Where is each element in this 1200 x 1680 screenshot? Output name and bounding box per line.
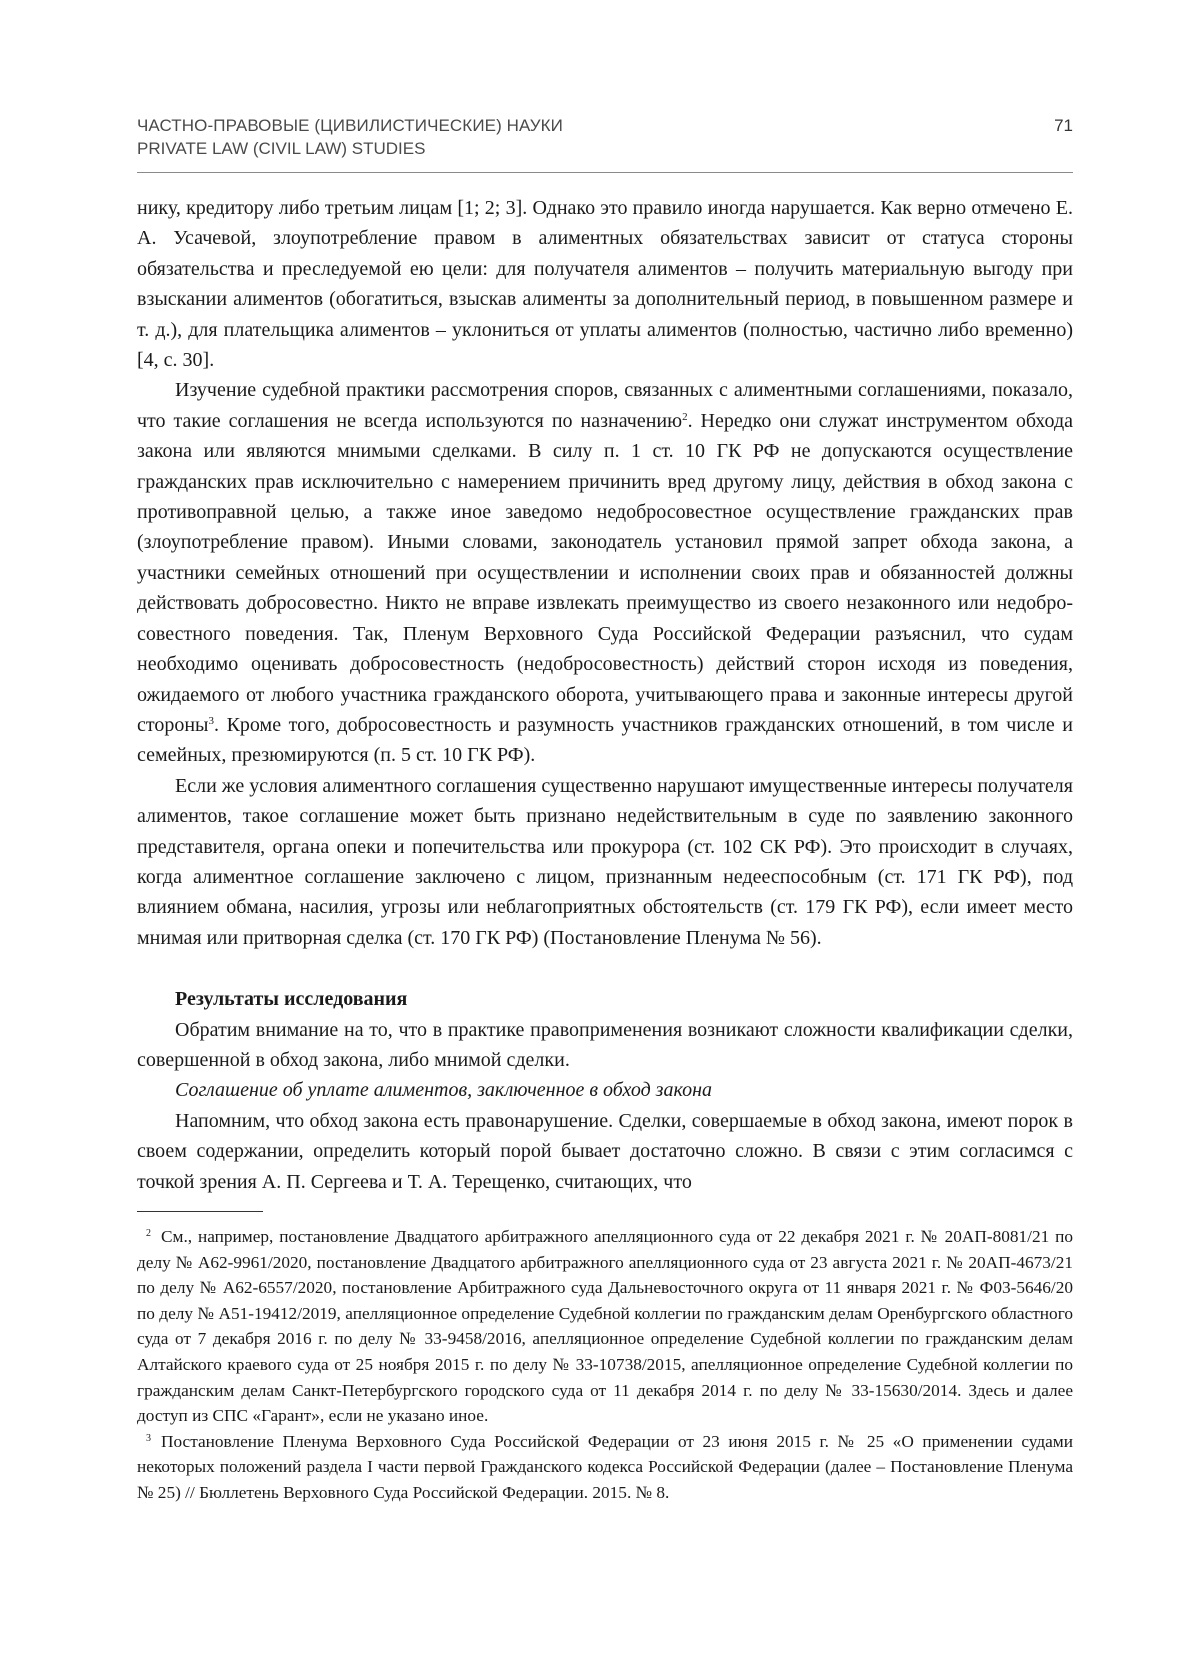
footnote-2-mark: 2 xyxy=(146,1228,151,1239)
paragraph-4: Обратим внимание на то, что в практике правоприменения возникают сложности квалификации сделки, совершенной в обход закона, либо мнимой сделки. xyxy=(137,1018,1073,1071)
paragraph-2 xyxy=(137,375,1073,770)
header-section-title-ru: ЧАСТНО-ПРАВОВЫЕ (ЦИВИЛИСТИЧЕСКИЕ) НАУКИ xyxy=(137,116,563,135)
paragraph-3: Если же условия алиментного соглашения существенно нарушают имущественные интересы получателя алиментов, такое соглашение может быть признано недействительным в суде по заявлению законного представителя, органа опеки и попечительства или прокурора (ст. 102 СК РФ). Это происходит в случаях, когда алиментное соглашение заключено с лицом, признанным недееспособным (ст. 171 ГК РФ), под влиянием обмана, насилия, угрозы или неблагоприятных обстоятельств (ст. 179 ГК РФ), если имеет место мнимая или притворная сделка (ст. 170 ГК РФ) (Постановление Пленума № 56). xyxy=(137,774,1073,949)
footnote-3 xyxy=(137,1429,1073,1506)
footnotes xyxy=(137,1224,1073,1506)
footnote-2-text: См., например, постановление Двадцатого арбитражного апелляционного суда от 22 декабря 2021 г. № 20АП-8081/21 по делу № А62-9961/2020, постановление Двадцатого арбитражного апелляционного суда от 23 августа 2021 г. № 20АП-4673/21 по делу № А62-6557/2020, постановление Арбитражного суда Дальневосточного округа от 11 января 2021 г. № Ф03-5646/20 по делу № А51-19412/2019, апелляционное определение Судебной коллегии по гражданским делам Оренбургского областного суда от 7 декабря 2016 г. по делу № 33-9458/2016, апелляционное определение Судебной коллегии по гражданским делам Алтайского краевого суда от 25 ноября 2015 г. по делу № 33-10738/2015, апелляционное определение Судебной коллегии по гражданским делам Санкт-Петербургского городского суда от 11 декабря 2014 г. по делу № 33-15630/2014. Здесь и далее доступ из СПС «Гарант», если не указано иное. xyxy=(137,1227,1073,1426)
footnote-3-mark: 3 xyxy=(146,1432,151,1444)
paragraph-2-part-c: . Кроме того, добросовестность и разумность участников гражданских отношений, в том числе и семейных, презюмируются (п. 5 ст. 10 ГК РФ). xyxy=(137,713,1073,767)
footnote-rule xyxy=(137,1211,263,1212)
page-number: 71 xyxy=(1054,116,1073,135)
paragraph-1: нику, кредитору либо третьим лицам [1; 2; 3]. Однако это правило иногда нарушается. Как верно отмечено Е. А. Усачевой, злоупотребление правом в алиментных обязательствах зависит от статуса стороны обязательства и преследуемой ею цели: для получателя алиментов – получить материальную выгоду при взыскании алиментов (обогатиться, взыскав алименты за дополнительный период, в повышенном размере и т. д.), для плательщика алиментов – уклониться от уплаты алиментов (полностью, частично либо временно) [4, с. 30]. xyxy=(137,197,1073,372)
article-body xyxy=(137,193,1073,1197)
paragraph-2-part-a: Изучение судебной практики рассмотрения споров, связанных с алиментными соглашениями, показало, что такие соглашения не всегда используются по назначению xyxy=(137,379,1073,432)
header-rule xyxy=(137,172,1073,173)
section-heading-results: Результаты исследования xyxy=(175,988,408,1011)
footnote-3-text: Постановление Пленума Верховного Суда Российской Федерации от 23 июня 2015 г. № 25 «О применении судами некоторых положений раздела I части первой Гражданского кодекса Российской Федерации (далее – Постановление Пленума № 25) // Бюллетень Верховного Суда Российской Федерации. 2015. № 8. xyxy=(137,1431,1073,1502)
paragraph-5: Напомним, что обход закона есть правонарушение. Сделки, совершаемые в обход закона, имеют порок в своем содержании, определить который порой бывает достаточно сложно. В связи с этим согласимся с точкой зрения А. П. Сергеева и Т. А. Терещенко, считающих, что xyxy=(137,1109,1073,1193)
subsection-heading: Соглашение об уплате алиментов, заключенное в обход закона xyxy=(175,1079,713,1102)
footnote-ref-2[interactable]: 2 xyxy=(682,410,688,423)
footnote-ref-3[interactable]: 3 xyxy=(208,714,214,727)
paragraph-2-part-b: . Нередко они служат инструментом обхода закона или являются мнимыми сделками. В силу п. 1 ст. 10 ГК РФ не допускаются осуществление гражданских прав исключительно с намерением причинить вред другому лицу, действия в обход закона с противоправной целью, а также иное заведомо недобросовестное осуществление гражданских прав (злоупотребление правом). Иными словами, законодатель установил прямой запрет обхода закона, а участники семейных отношений при осуществлении и исполнении своих прав и обязанностей должны действовать добросовестно. Никто не вправе извлекать преимущество из своего незаконного или недобросовестного поведения. Так, Пленум Верховного Суда Российской Федерации разъяснил, что судам необходимо оценивать добросовестность (недобросовестность) действий сторон исходя из поведения, ожидаемого от любого участника гражданского оборота, учитывающего права и законные интересы другой стороны xyxy=(137,409,1074,736)
footnote-2 xyxy=(137,1224,1073,1429)
running-header xyxy=(137,114,1073,160)
header-section-title-en: PRIVATE LAW (CIVIL LAW) STUDIES xyxy=(137,139,426,158)
